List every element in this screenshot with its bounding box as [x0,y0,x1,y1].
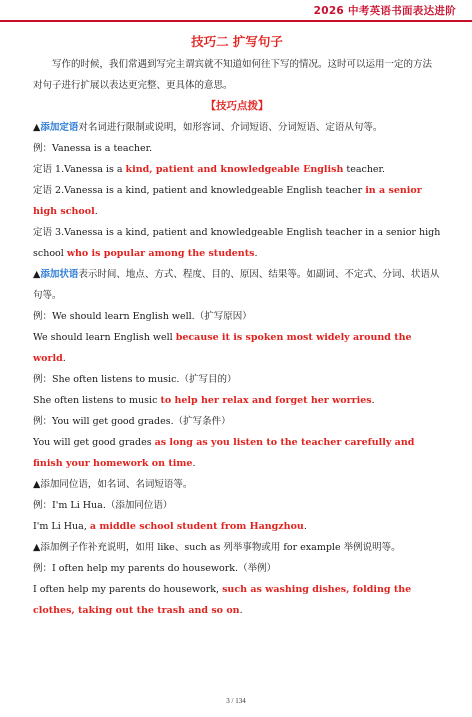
example-label: 例： [33,416,53,427]
expanded-before: We should learn English well [33,332,176,343]
example-heading-line [33,537,441,558]
example-label: 例： [33,563,53,574]
attr-heading-line [33,117,441,138]
expanded-before: You will get good grades [33,437,155,448]
example-desc-part: 添加例子作补充说明，如用 [40,542,158,553]
expanded-before: I'm Li Hua, [33,521,90,532]
item-highlight: who is popular among the students [66,248,255,259]
adv-example-1-expanded [33,327,441,369]
item-prefix: 定语 2. [33,185,65,196]
attr-desc: 对名词进行限制或说明，如形容词、介词短语、分词短语、定语从句等。 [78,122,383,133]
expanded-highlight: because it is spoken most widely around the world [33,332,412,364]
example-note: （添加同位语） [105,500,173,511]
appos-heading-line [33,474,441,495]
attr-item-1 [33,159,441,180]
example-base: She often listens to music. [52,374,180,385]
item-before: Vanessa is a [64,164,126,175]
adv-heading: 添加状语 [40,269,79,280]
expanded-after: . [371,395,375,406]
expanded-after: . [303,521,307,532]
example-label: 例： [33,374,53,385]
item-highlight: kind, patient and knowledgeable English [125,164,344,175]
appos-example-base [33,495,441,516]
example-base: You will get good grades. [52,416,174,427]
example-label: 例： [33,143,53,154]
expanded-after: . [239,605,243,616]
example-desc-part: 、 [174,542,185,553]
example-desc-part: such as [184,542,221,553]
adv-example-3-base [33,411,441,432]
attr-example-base [33,138,441,159]
example-example-expanded [33,579,441,621]
adv-example-2-base [33,369,441,390]
example-label: 例： [33,311,53,322]
adv-example-2-expanded [33,390,441,411]
adv-example-1-base [33,306,441,327]
page-content [33,26,441,621]
adv-desc: 表示时间、地点、方式、程度、目的、原因、结果等。如副词、不定式、分词、状语从句等。 [33,269,440,301]
page-header [0,0,472,22]
item-before: Vanessa is a kind, patient and knowledgeable English teacher [64,185,366,196]
page-number: 3 / 134 [226,697,246,705]
triangle-bullet-icon: ▲ [33,479,41,490]
tips-title: 【技巧点拨】 [205,100,269,112]
triangle-bullet-icon: ▲ [33,542,41,553]
appos-example-expanded [33,516,441,537]
example-note: （扩写目的） [179,374,237,385]
item-prefix: 定语 1. [33,164,65,175]
header-title: 2026 中考英语书面表达进阶 [313,5,456,17]
appos-desc: 添加同位语，如名词、名词短语等。 [40,479,193,490]
expanded-before: I often help my parents do housework, [33,584,223,595]
expanded-highlight: as long as you listen to the teacher carefully and finish your homework on time [33,437,415,469]
example-base: I often help my parents do housework. [52,563,239,574]
example-desc-part: like [157,542,175,553]
example-note: （扩写条件） [173,416,231,427]
expanded-highlight: a middle school student from Hangzhou [89,521,304,532]
item-before: Vanessa is a kind, patient and knowledgeable English teacher in a senior high school [33,227,441,259]
example-example-base [33,558,441,579]
item-highlight: in a senior high school [33,185,422,217]
expanded-after: . [62,353,66,364]
example-base: I'm Li Hua. [52,500,106,511]
adv-example-3-expanded [33,432,441,474]
example-note: （扩写原因） [194,311,252,322]
triangle-bullet-icon: ▲ [33,269,41,280]
expanded-after: . [192,458,196,469]
example-base: We should learn English well. [52,311,195,322]
item-prefix: 定语 3. [33,227,65,238]
example-label: 例： [33,500,53,511]
item-after: . [254,248,258,259]
example-base: Vanessa is a teacher. [52,143,153,154]
expanded-highlight: such as washing dishes, folding the clothes, taking out the trash and so on [33,584,412,616]
intro-paragraph: 写作的时候，我们常遇到写完主谓宾就不知道如何往下写的情况。这时可以运用一定的方法对句子进行扩展以表达更完整、更具体的意思。 [33,59,433,91]
example-desc-part: for example [283,542,341,553]
example-desc-part: 举例说明等。 [340,542,401,553]
example-note: （举例） [238,563,277,574]
expanded-highlight: to help her relax and forget her worries [160,395,372,406]
attr-heading: 添加定语 [40,122,79,133]
example-desc-part: 列举事物或用 [220,542,284,553]
item-after: . [94,206,98,217]
attr-item-2 [33,180,441,222]
item-after: teacher. [343,164,386,175]
adv-heading-line [33,264,441,306]
header-rule [0,20,472,22]
page-title: 技巧二 扩写句子 [191,34,283,49]
expanded-before: She often listens to music [33,395,161,406]
triangle-bullet-icon: ▲ [33,122,41,133]
attr-item-3 [33,222,441,264]
